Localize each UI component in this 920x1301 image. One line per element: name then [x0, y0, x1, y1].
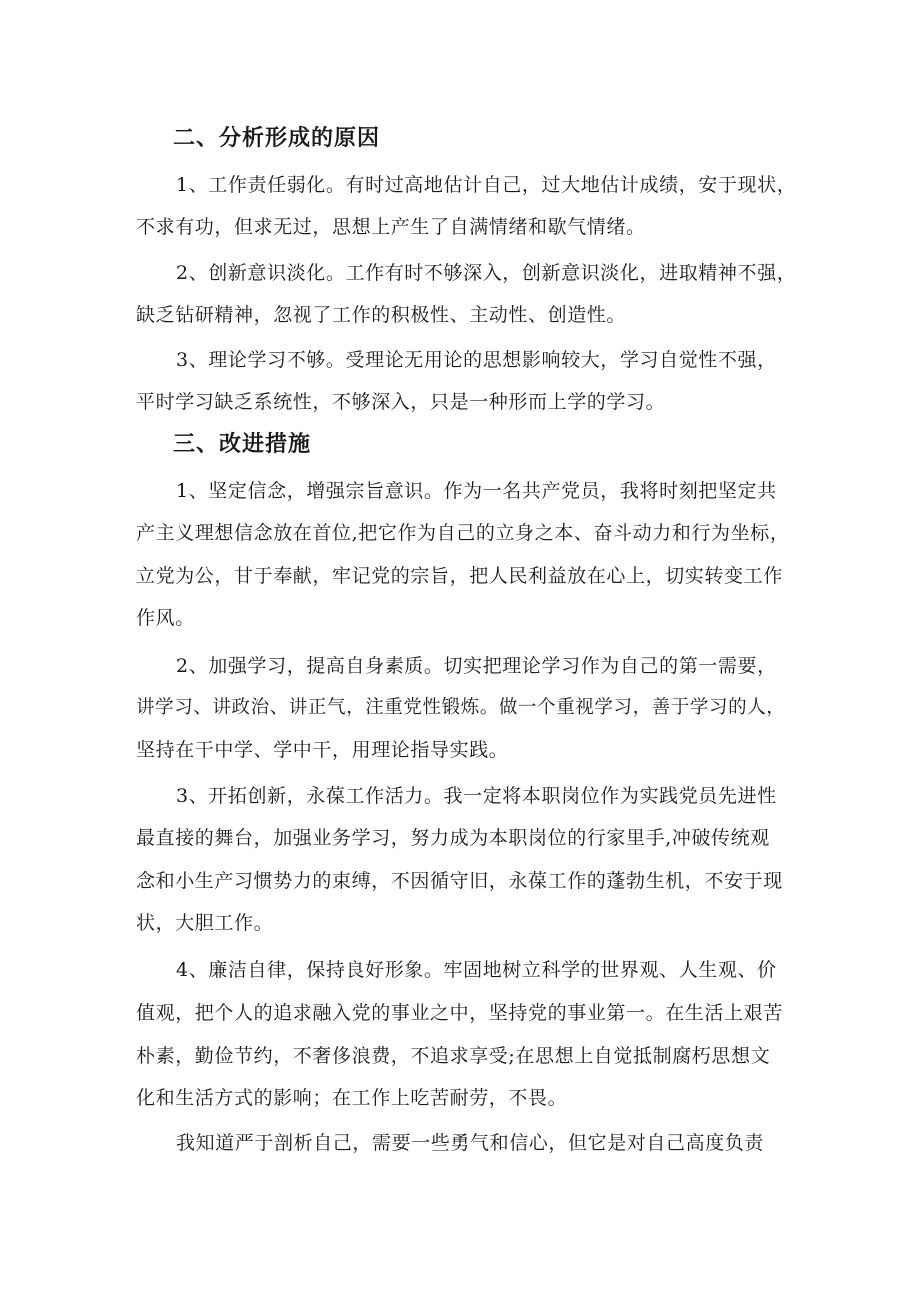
paragraph-line: 值观，把个人的追求融入党的事业之中，坚持党的事业第一。在生活上艰苦 [136, 1002, 783, 1024]
paragraph-line: 产主义理想信念放在首位,把它作为自己的立身之本、奋斗动力和行为坐标， [136, 522, 790, 544]
section-heading-measures: 三、改进措施 [173, 432, 312, 457]
paragraph-line: 朴素，勤俭节约，不奢侈浪费，不追求享受;在思想上自觉抵制腐朽思想文 [136, 1045, 771, 1067]
paragraph-line: 1、坚定信念，增强宗旨意识。作为一名共产党员，我将时刻把坚定共 [176, 480, 777, 502]
paragraph-line: 最直接的舞台，加强业务学习，努力成为本职岗位的行家里手,冲破传统观 [136, 827, 770, 849]
paragraph-line: 2、创新意识淡化。工作有时不够深入，创新意识淡化，进取精神不强， [176, 262, 797, 284]
section-heading-causes: 二、分析形成的原因 [173, 126, 381, 151]
paragraph-line: 不求有功，但求无过，思想上产生了自满情绪和歇气情绪。 [136, 216, 646, 238]
paragraph-line: 3、理论学习不够。受理论无用论的思想影响较大，学习自觉性不强， [176, 349, 777, 371]
paragraph-line: 我知道严于剖析自己，需要一些勇气和信心，但它是对自己高度负责 [176, 1132, 765, 1154]
paragraph-line: 1、工作责任弱化。有时过高地估计自己，过大地估计成绩，安于现状， [176, 174, 797, 196]
paragraph-line: 缺乏钻研精神，忽视了工作的积极性、主动性、创造性。 [136, 304, 627, 326]
paragraph-line: 讲学习、讲政治、讲正气，注重党性锻炼。做一个重视学习，善于学习的人， [136, 697, 786, 718]
paragraph-line: 4、廉洁自律，保持良好形象。牢固地树立科学的世界观、人生观、价 [176, 959, 777, 981]
paragraph-line: 化和生活方式的影响；在工作上吃苦耐劳，不畏。 [136, 1087, 568, 1109]
paragraph-line: 立党为公，甘于奉献，牢记党的宗旨，把人民利益放在心上，切实转变工作 [136, 565, 783, 587]
paragraph-line: 作风。 [136, 607, 195, 629]
paragraph-line: 念和小生产习惯势力的束缚，不因循守旧，永葆工作的蓬勃生机，不安于现 [136, 870, 783, 892]
paragraph-line: 坚持在干中学、学中干，用理论指导实践。 [136, 739, 509, 761]
paragraph-line: 3、开拓创新，永葆工作活力。我一定将本职岗位作为实践党员先进性 [176, 785, 777, 807]
paragraph-line: 状，大胆工作。 [136, 912, 274, 934]
paragraph-line: 平时学习缺乏系统性，不够深入，只是一种形而上学的学习。 [136, 391, 666, 413]
paragraph-line: 2、加强学习，提高自身素质。切实把理论学习作为自己的第一需要， [176, 655, 777, 677]
